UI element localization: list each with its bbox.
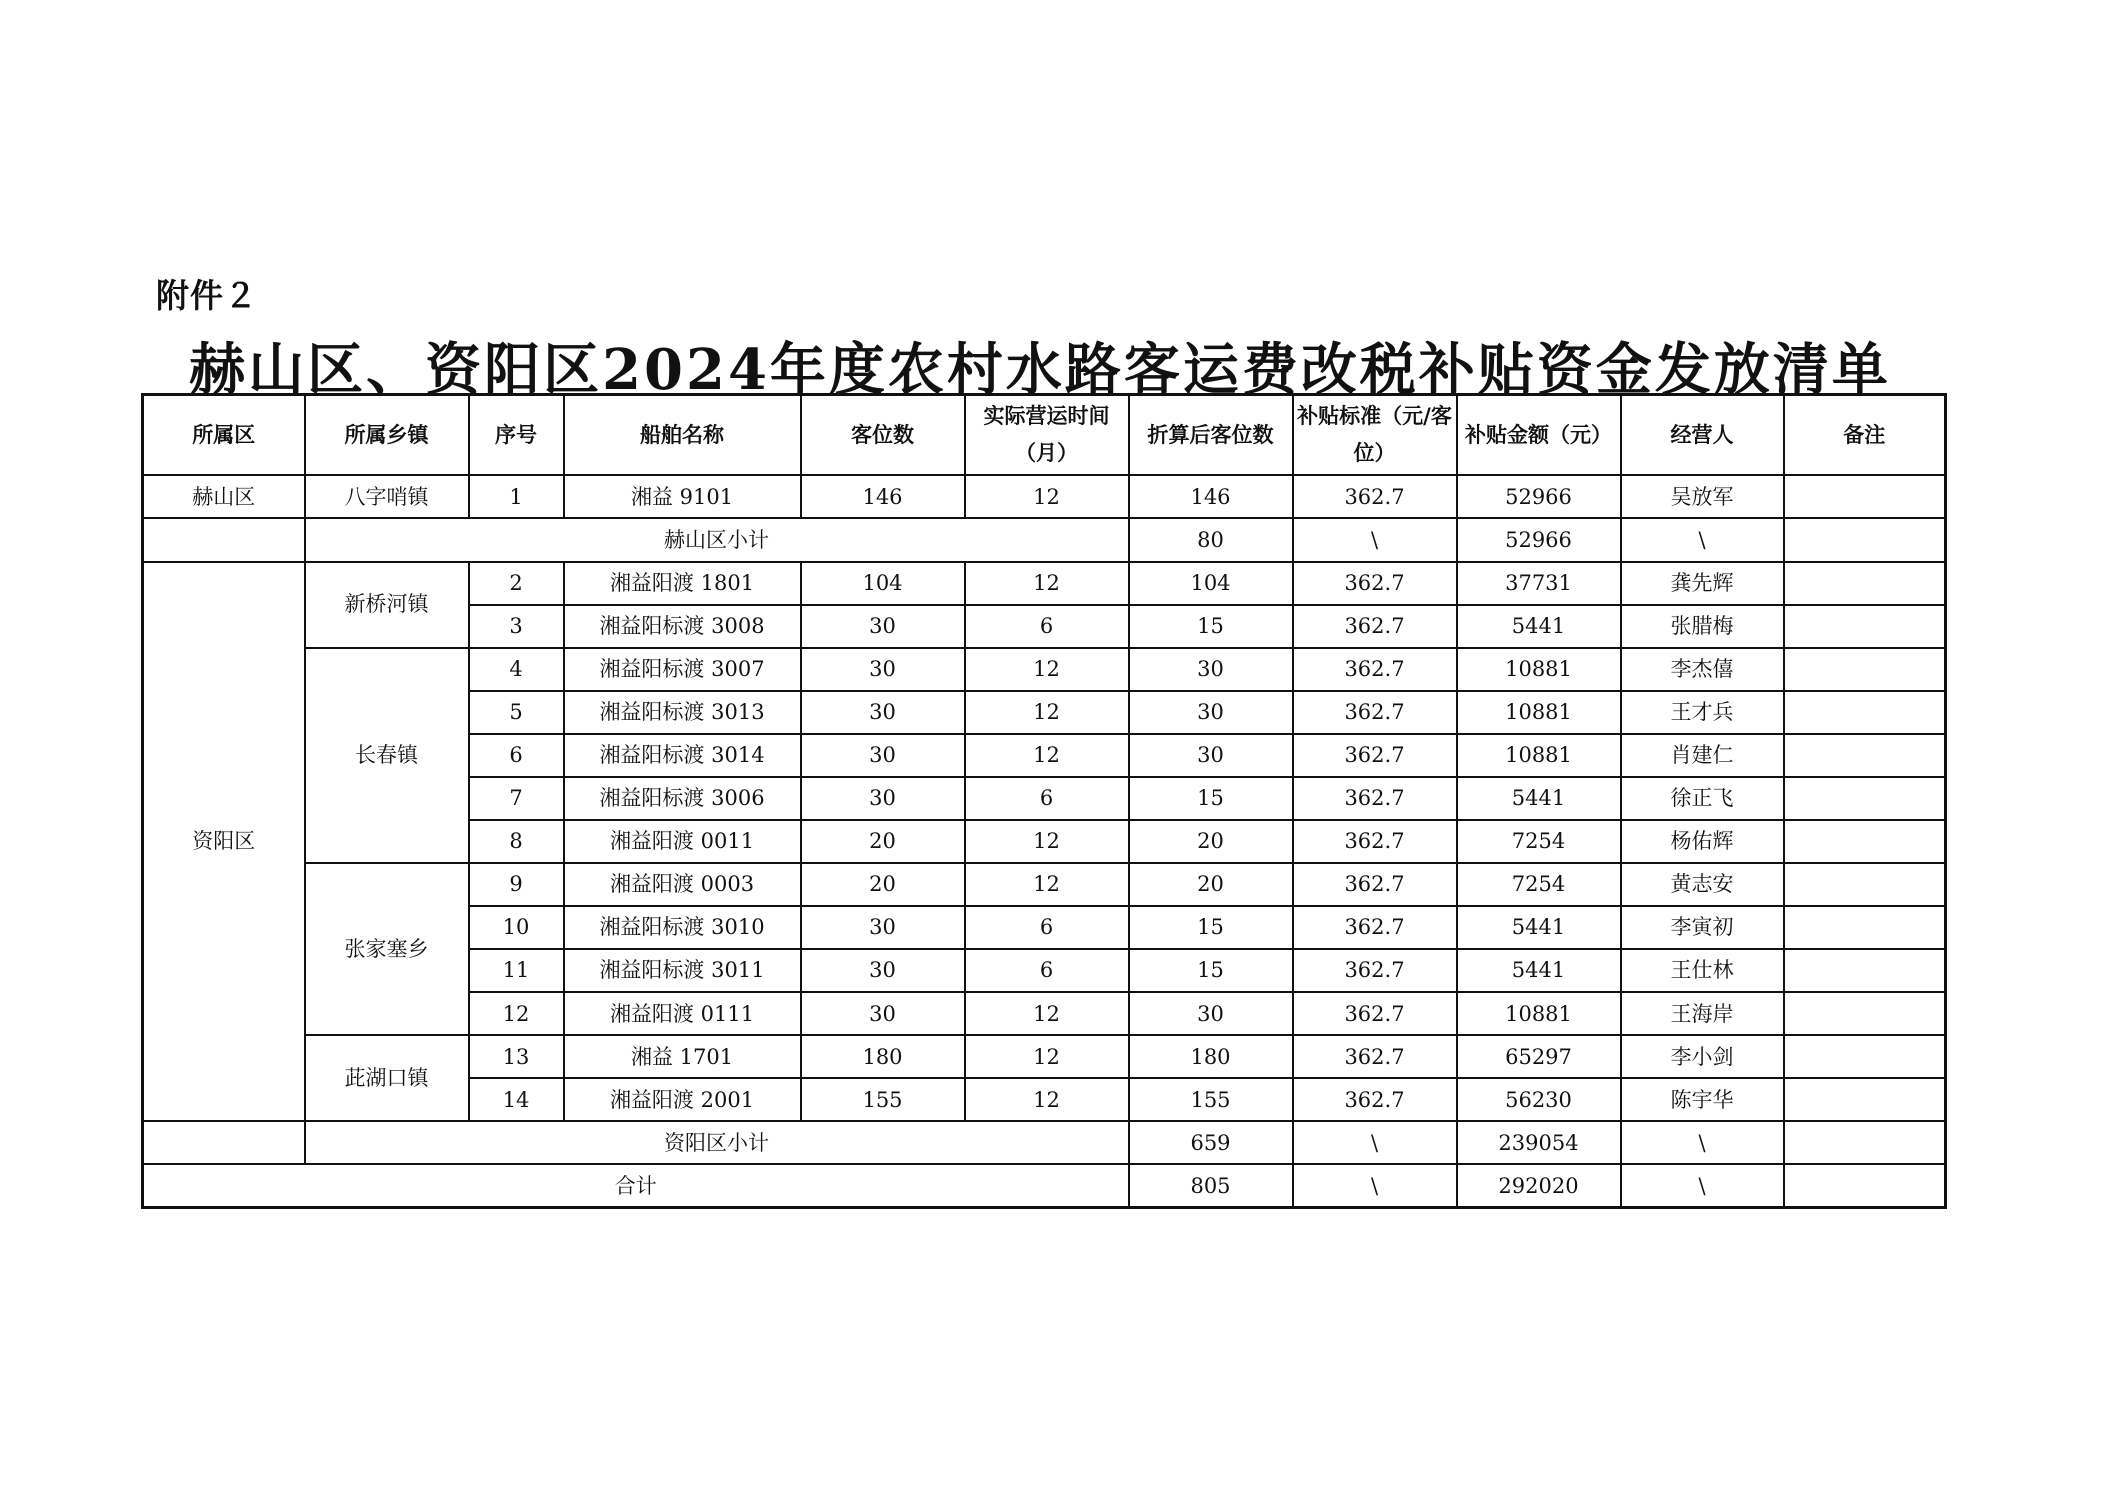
seats-cell: 30: [801, 992, 965, 1035]
converted-cell: 155: [1129, 1078, 1293, 1121]
operator-cell: 徐正飞: [1621, 777, 1784, 820]
standard-cell: 362.7: [1293, 863, 1457, 906]
subtotal-remark: [1784, 518, 1946, 561]
converted-cell: 20: [1129, 820, 1293, 863]
seq-cell: 6: [469, 734, 564, 777]
table-row: [143, 648, 1946, 691]
converted-cell: 104: [1129, 562, 1293, 605]
table-row: [143, 1035, 1946, 1078]
converted-cell: 30: [1129, 691, 1293, 734]
standard-cell: 362.7: [1293, 475, 1457, 518]
town-cell: 八字哨镇: [305, 475, 469, 518]
seats-cell: 155: [801, 1078, 965, 1121]
header-operator: 经营人: [1621, 395, 1784, 476]
seq-cell: 1: [469, 475, 564, 518]
operator-cell: 肖建仁: [1621, 734, 1784, 777]
ship-cell: 湘益阳标渡 3011: [564, 949, 801, 992]
standard-cell: 362.7: [1293, 1035, 1457, 1078]
subtotal-row: [143, 1121, 1946, 1164]
subtotal-standard: \: [1293, 518, 1457, 561]
converted-cell: 15: [1129, 777, 1293, 820]
seats-cell: 30: [801, 734, 965, 777]
ship-cell: 湘益阳渡 0003: [564, 863, 801, 906]
subtotal-row: [143, 518, 1946, 561]
table-row: [143, 863, 1946, 906]
amount-cell: 37731: [1457, 562, 1621, 605]
seats-cell: 30: [801, 949, 965, 992]
standard-cell: 362.7: [1293, 820, 1457, 863]
total-remark: [1784, 1164, 1946, 1207]
subtotal-amount: 52966: [1457, 518, 1621, 561]
subtotal-blank-cell: [143, 518, 305, 561]
seq-cell: 13: [469, 1035, 564, 1078]
ship-cell: 湘益阳渡 2001: [564, 1078, 801, 1121]
town-cell: 茈湖口镇: [305, 1035, 469, 1121]
remark-cell: [1784, 734, 1946, 777]
remark-cell: [1784, 992, 1946, 1035]
operator-cell: 陈宇华: [1621, 1078, 1784, 1121]
months-cell: 12: [965, 475, 1129, 518]
amount-cell: 65297: [1457, 1035, 1621, 1078]
header-row: [143, 395, 1946, 476]
remark-cell: [1784, 562, 1946, 605]
ship-cell: 湘益阳标渡 3007: [564, 648, 801, 691]
remark-cell: [1784, 605, 1946, 648]
remark-cell: [1784, 820, 1946, 863]
ship-cell: 湘益 9101: [564, 475, 801, 518]
remark-cell: [1784, 648, 1946, 691]
seats-cell: 20: [801, 863, 965, 906]
months-cell: 12: [965, 734, 1129, 777]
town-cell: 长春镇: [305, 648, 469, 863]
seats-cell: 146: [801, 475, 965, 518]
document-title: 赫山区、资阳区2024年度农村水路客运费改税补贴资金发放清单: [189, 337, 1891, 403]
standard-cell: 362.7: [1293, 605, 1457, 648]
total-row: [143, 1164, 1946, 1207]
amount-cell: 10881: [1457, 648, 1621, 691]
ship-cell: 湘益 1701: [564, 1035, 801, 1078]
months-cell: 6: [965, 777, 1129, 820]
header-remark: 备注: [1784, 395, 1946, 476]
subtotal-operator: \: [1621, 518, 1784, 561]
months-cell: 12: [965, 648, 1129, 691]
converted-cell: 146: [1129, 475, 1293, 518]
amount-cell: 7254: [1457, 820, 1621, 863]
subtotal-label: 赫山区小计: [305, 518, 1129, 561]
operator-cell: 李小剑: [1621, 1035, 1784, 1078]
seq-cell: 4: [469, 648, 564, 691]
standard-cell: 362.7: [1293, 691, 1457, 734]
seats-cell: 104: [801, 562, 965, 605]
ship-cell: 湘益阳标渡 3014: [564, 734, 801, 777]
seq-cell: 10: [469, 906, 564, 949]
total-amount: 292020: [1457, 1164, 1621, 1207]
ship-cell: 湘益阳标渡 3010: [564, 906, 801, 949]
months-cell: 12: [965, 1078, 1129, 1121]
total-operator: \: [1621, 1164, 1784, 1207]
standard-cell: 362.7: [1293, 906, 1457, 949]
seq-cell: 8: [469, 820, 564, 863]
seq-cell: 3: [469, 605, 564, 648]
operator-cell: 王仕林: [1621, 949, 1784, 992]
standard-cell: 362.7: [1293, 777, 1457, 820]
ship-cell: 湘益阳渡 0111: [564, 992, 801, 1035]
standard-cell: 362.7: [1293, 562, 1457, 605]
converted-cell: 15: [1129, 949, 1293, 992]
subtotal-label: 资阳区小计: [305, 1121, 1129, 1164]
remark-cell: [1784, 1035, 1946, 1078]
amount-cell: 10881: [1457, 691, 1621, 734]
amount-cell: 10881: [1457, 734, 1621, 777]
remark-cell: [1784, 691, 1946, 734]
operator-cell: 王才兵: [1621, 691, 1784, 734]
standard-cell: 362.7: [1293, 1078, 1457, 1121]
remark-cell: [1784, 863, 1946, 906]
attachment-label: 附件２: [156, 276, 258, 315]
ship-cell: 湘益阳渡 0011: [564, 820, 801, 863]
seq-cell: 7: [469, 777, 564, 820]
header-district: 所属区: [143, 395, 305, 476]
remark-cell: [1784, 1078, 1946, 1121]
total-standard: \: [1293, 1164, 1457, 1207]
subtotal-operator: \: [1621, 1121, 1784, 1164]
table-row: [143, 562, 1946, 605]
remark-cell: [1784, 949, 1946, 992]
header-amount: 补贴金额（元）: [1457, 395, 1621, 476]
operator-cell: 张腊梅: [1621, 605, 1784, 648]
subtotal-standard: \: [1293, 1121, 1457, 1164]
header-converted: 折算后客位数: [1129, 395, 1293, 476]
district-cell: 资阳区: [143, 562, 305, 1122]
months-cell: 12: [965, 1035, 1129, 1078]
remark-cell: [1784, 906, 1946, 949]
subsidy-table: [141, 393, 1947, 1209]
converted-cell: 30: [1129, 734, 1293, 777]
total-label: 合计: [143, 1164, 1129, 1207]
town-cell: 新桥河镇: [305, 562, 469, 648]
operator-cell: 李杰僖: [1621, 648, 1784, 691]
converted-cell: 15: [1129, 605, 1293, 648]
seats-cell: 30: [801, 906, 965, 949]
amount-cell: 52966: [1457, 475, 1621, 518]
ship-cell: 湘益阳标渡 3006: [564, 777, 801, 820]
town-cell: 张家塞乡: [305, 863, 469, 1035]
seats-cell: 30: [801, 691, 965, 734]
seq-cell: 9: [469, 863, 564, 906]
seq-cell: 2: [469, 562, 564, 605]
months-cell: 12: [965, 691, 1129, 734]
ship-cell: 湘益阳标渡 3013: [564, 691, 801, 734]
seq-cell: 14: [469, 1078, 564, 1121]
operator-cell: 吴放军: [1621, 475, 1784, 518]
header-town: 所属乡镇: [305, 395, 469, 476]
header-standard: 补贴标准（元/客位）: [1293, 395, 1457, 476]
seq-cell: 5: [469, 691, 564, 734]
months-cell: 12: [965, 992, 1129, 1035]
seq-cell: 12: [469, 992, 564, 1035]
subtotal-converted: 659: [1129, 1121, 1293, 1164]
amount-cell: 5441: [1457, 906, 1621, 949]
operator-cell: 杨佑辉: [1621, 820, 1784, 863]
remark-cell: [1784, 475, 1946, 518]
operator-cell: 王海岸: [1621, 992, 1784, 1035]
operator-cell: 龚先辉: [1621, 562, 1784, 605]
remark-cell: [1784, 777, 1946, 820]
district-cell: 赫山区: [143, 475, 305, 518]
converted-cell: 30: [1129, 648, 1293, 691]
seats-cell: 30: [801, 648, 965, 691]
standard-cell: 362.7: [1293, 992, 1457, 1035]
seats-cell: 30: [801, 605, 965, 648]
subtotal-amount: 239054: [1457, 1121, 1621, 1164]
header-seq: 序号: [469, 395, 564, 476]
seq-cell: 11: [469, 949, 564, 992]
seats-cell: 20: [801, 820, 965, 863]
operator-cell: 黄志安: [1621, 863, 1784, 906]
total-converted: 805: [1129, 1164, 1293, 1207]
subtotal-blank-cell: [143, 1121, 305, 1164]
months-cell: 12: [965, 863, 1129, 906]
standard-cell: 362.7: [1293, 648, 1457, 691]
amount-cell: 7254: [1457, 863, 1621, 906]
ship-cell: 湘益阳渡 1801: [564, 562, 801, 605]
converted-cell: 20: [1129, 863, 1293, 906]
subtotal-remark: [1784, 1121, 1946, 1164]
months-cell: 12: [965, 820, 1129, 863]
ship-cell: 湘益阳标渡 3008: [564, 605, 801, 648]
amount-cell: 5441: [1457, 949, 1621, 992]
standard-cell: 362.7: [1293, 734, 1457, 777]
header-seats: 客位数: [801, 395, 965, 476]
months-cell: 6: [965, 949, 1129, 992]
amount-cell: 5441: [1457, 777, 1621, 820]
amount-cell: 56230: [1457, 1078, 1621, 1121]
amount-cell: 10881: [1457, 992, 1621, 1035]
amount-cell: 5441: [1457, 605, 1621, 648]
standard-cell: 362.7: [1293, 949, 1457, 992]
seats-cell: 30: [801, 777, 965, 820]
operator-cell: 李寅初: [1621, 906, 1784, 949]
converted-cell: 15: [1129, 906, 1293, 949]
seats-cell: 180: [801, 1035, 965, 1078]
months-cell: 6: [965, 906, 1129, 949]
table-row: [143, 475, 1946, 518]
months-cell: 6: [965, 605, 1129, 648]
header-ship: 船舶名称: [564, 395, 801, 476]
subtotal-converted: 80: [1129, 518, 1293, 561]
converted-cell: 180: [1129, 1035, 1293, 1078]
months-cell: 12: [965, 562, 1129, 605]
header-months: 实际营运时间（月）: [965, 395, 1129, 476]
converted-cell: 30: [1129, 992, 1293, 1035]
